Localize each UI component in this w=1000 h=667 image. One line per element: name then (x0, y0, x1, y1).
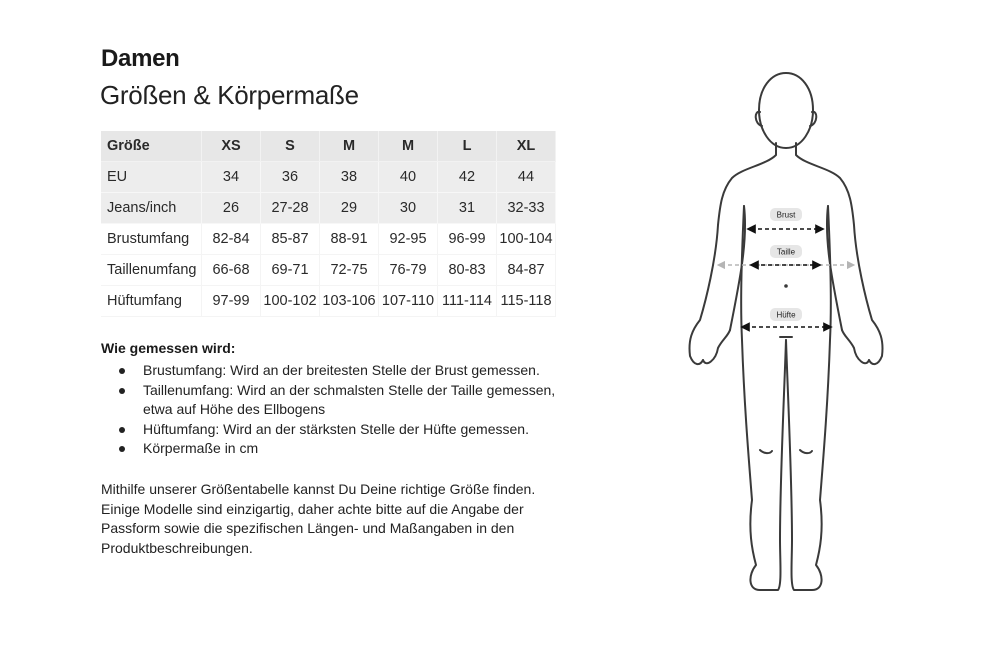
table-cell: 69-71 (261, 255, 320, 286)
row-label: Jeans/inch (101, 193, 202, 224)
table-cell: 100-102 (261, 286, 320, 317)
table-cell: 100-104 (497, 224, 556, 255)
list-item: Taillenumfang: Wird an der schmalsten Stelle der Taille gemessen, etwa auf Höhe des Ellbogens (116, 381, 556, 420)
table-cell: 85-87 (261, 224, 320, 255)
column-header: M (320, 131, 379, 162)
table-cell: 27-28 (261, 193, 320, 224)
table-row (101, 162, 556, 193)
column-header: L (438, 131, 497, 162)
hip-measure (745, 308, 828, 327)
body-figure (680, 60, 900, 600)
chest-label: Brust (776, 210, 796, 220)
page-title: Damen (101, 45, 180, 72)
table-cell: 29 (320, 193, 379, 224)
table-cell: 32-33 (497, 193, 556, 224)
table-cell: 96-99 (438, 224, 497, 255)
table-cell: 66-68 (202, 255, 261, 286)
navel (784, 284, 788, 288)
waist-label: Taille (776, 247, 796, 257)
table-cell: 42 (438, 162, 497, 193)
row-label: Brustumfang (101, 224, 202, 255)
list-item: Körpermaße in cm (116, 439, 556, 459)
table-cell: 40 (379, 162, 438, 193)
table-cell: 97-99 (202, 286, 261, 317)
column-header: XS (202, 131, 261, 162)
page-subtitle: Größen & Körpermaße (100, 80, 359, 110)
list-item: Hüftumfang: Wird an der stärksten Stelle der Hüfte gemessen. (116, 420, 556, 440)
measurement-list (116, 361, 556, 459)
hip-label: Hüfte (776, 310, 796, 320)
table-row (101, 286, 556, 317)
column-header: Größe (101, 131, 202, 162)
row-label: Taillenumfang (101, 255, 202, 286)
table-cell: 44 (497, 162, 556, 193)
table-cell: 84-87 (497, 255, 556, 286)
table-cell: 107-110 (379, 286, 438, 317)
row-label: Hüftumfang (101, 286, 202, 317)
column-header: S (261, 131, 320, 162)
table-cell: 88-91 (320, 224, 379, 255)
table-cell: 76-79 (379, 255, 438, 286)
table-cell: 34 (202, 162, 261, 193)
info-paragraph: Mithilfe unserer Größentabelle kannst Du Deine richtige Größe finden. Einige Modelle sind einzigartig, daher achte bitte auf die Angabe der Passform sowie die spezifischen Längen- und Maßangaben in den Produktbeschreibungen. (101, 481, 536, 556)
table-cell: 31 (438, 193, 497, 224)
list-item: Brustumfang: Wird an der breitesten Stelle der Brust gemessen. (116, 361, 556, 381)
chest-measure (751, 208, 820, 229)
column-header: XL (497, 131, 556, 162)
table-cell: 82-84 (202, 224, 261, 255)
table-row (101, 193, 556, 224)
table-cell: 92-95 (379, 224, 438, 255)
table-cell: 80-83 (438, 255, 497, 286)
waist-measure (721, 245, 851, 265)
table-row (101, 255, 556, 286)
table-header-row (101, 131, 556, 162)
table-cell: 30 (379, 193, 438, 224)
table-cell: 72-75 (320, 255, 379, 286)
measurement-heading: Wie gemessen wird: (101, 340, 236, 356)
table-cell: 36 (261, 162, 320, 193)
table-cell: 103-106 (320, 286, 379, 317)
table-cell: 115-118 (497, 286, 556, 317)
row-label: EU (101, 162, 202, 193)
table-cell: 111-114 (438, 286, 497, 317)
size-table (101, 131, 556, 317)
body-outline (689, 73, 882, 590)
table-row (101, 224, 556, 255)
table-cell: 38 (320, 162, 379, 193)
column-header: M (379, 131, 438, 162)
table-cell: 26 (202, 193, 261, 224)
